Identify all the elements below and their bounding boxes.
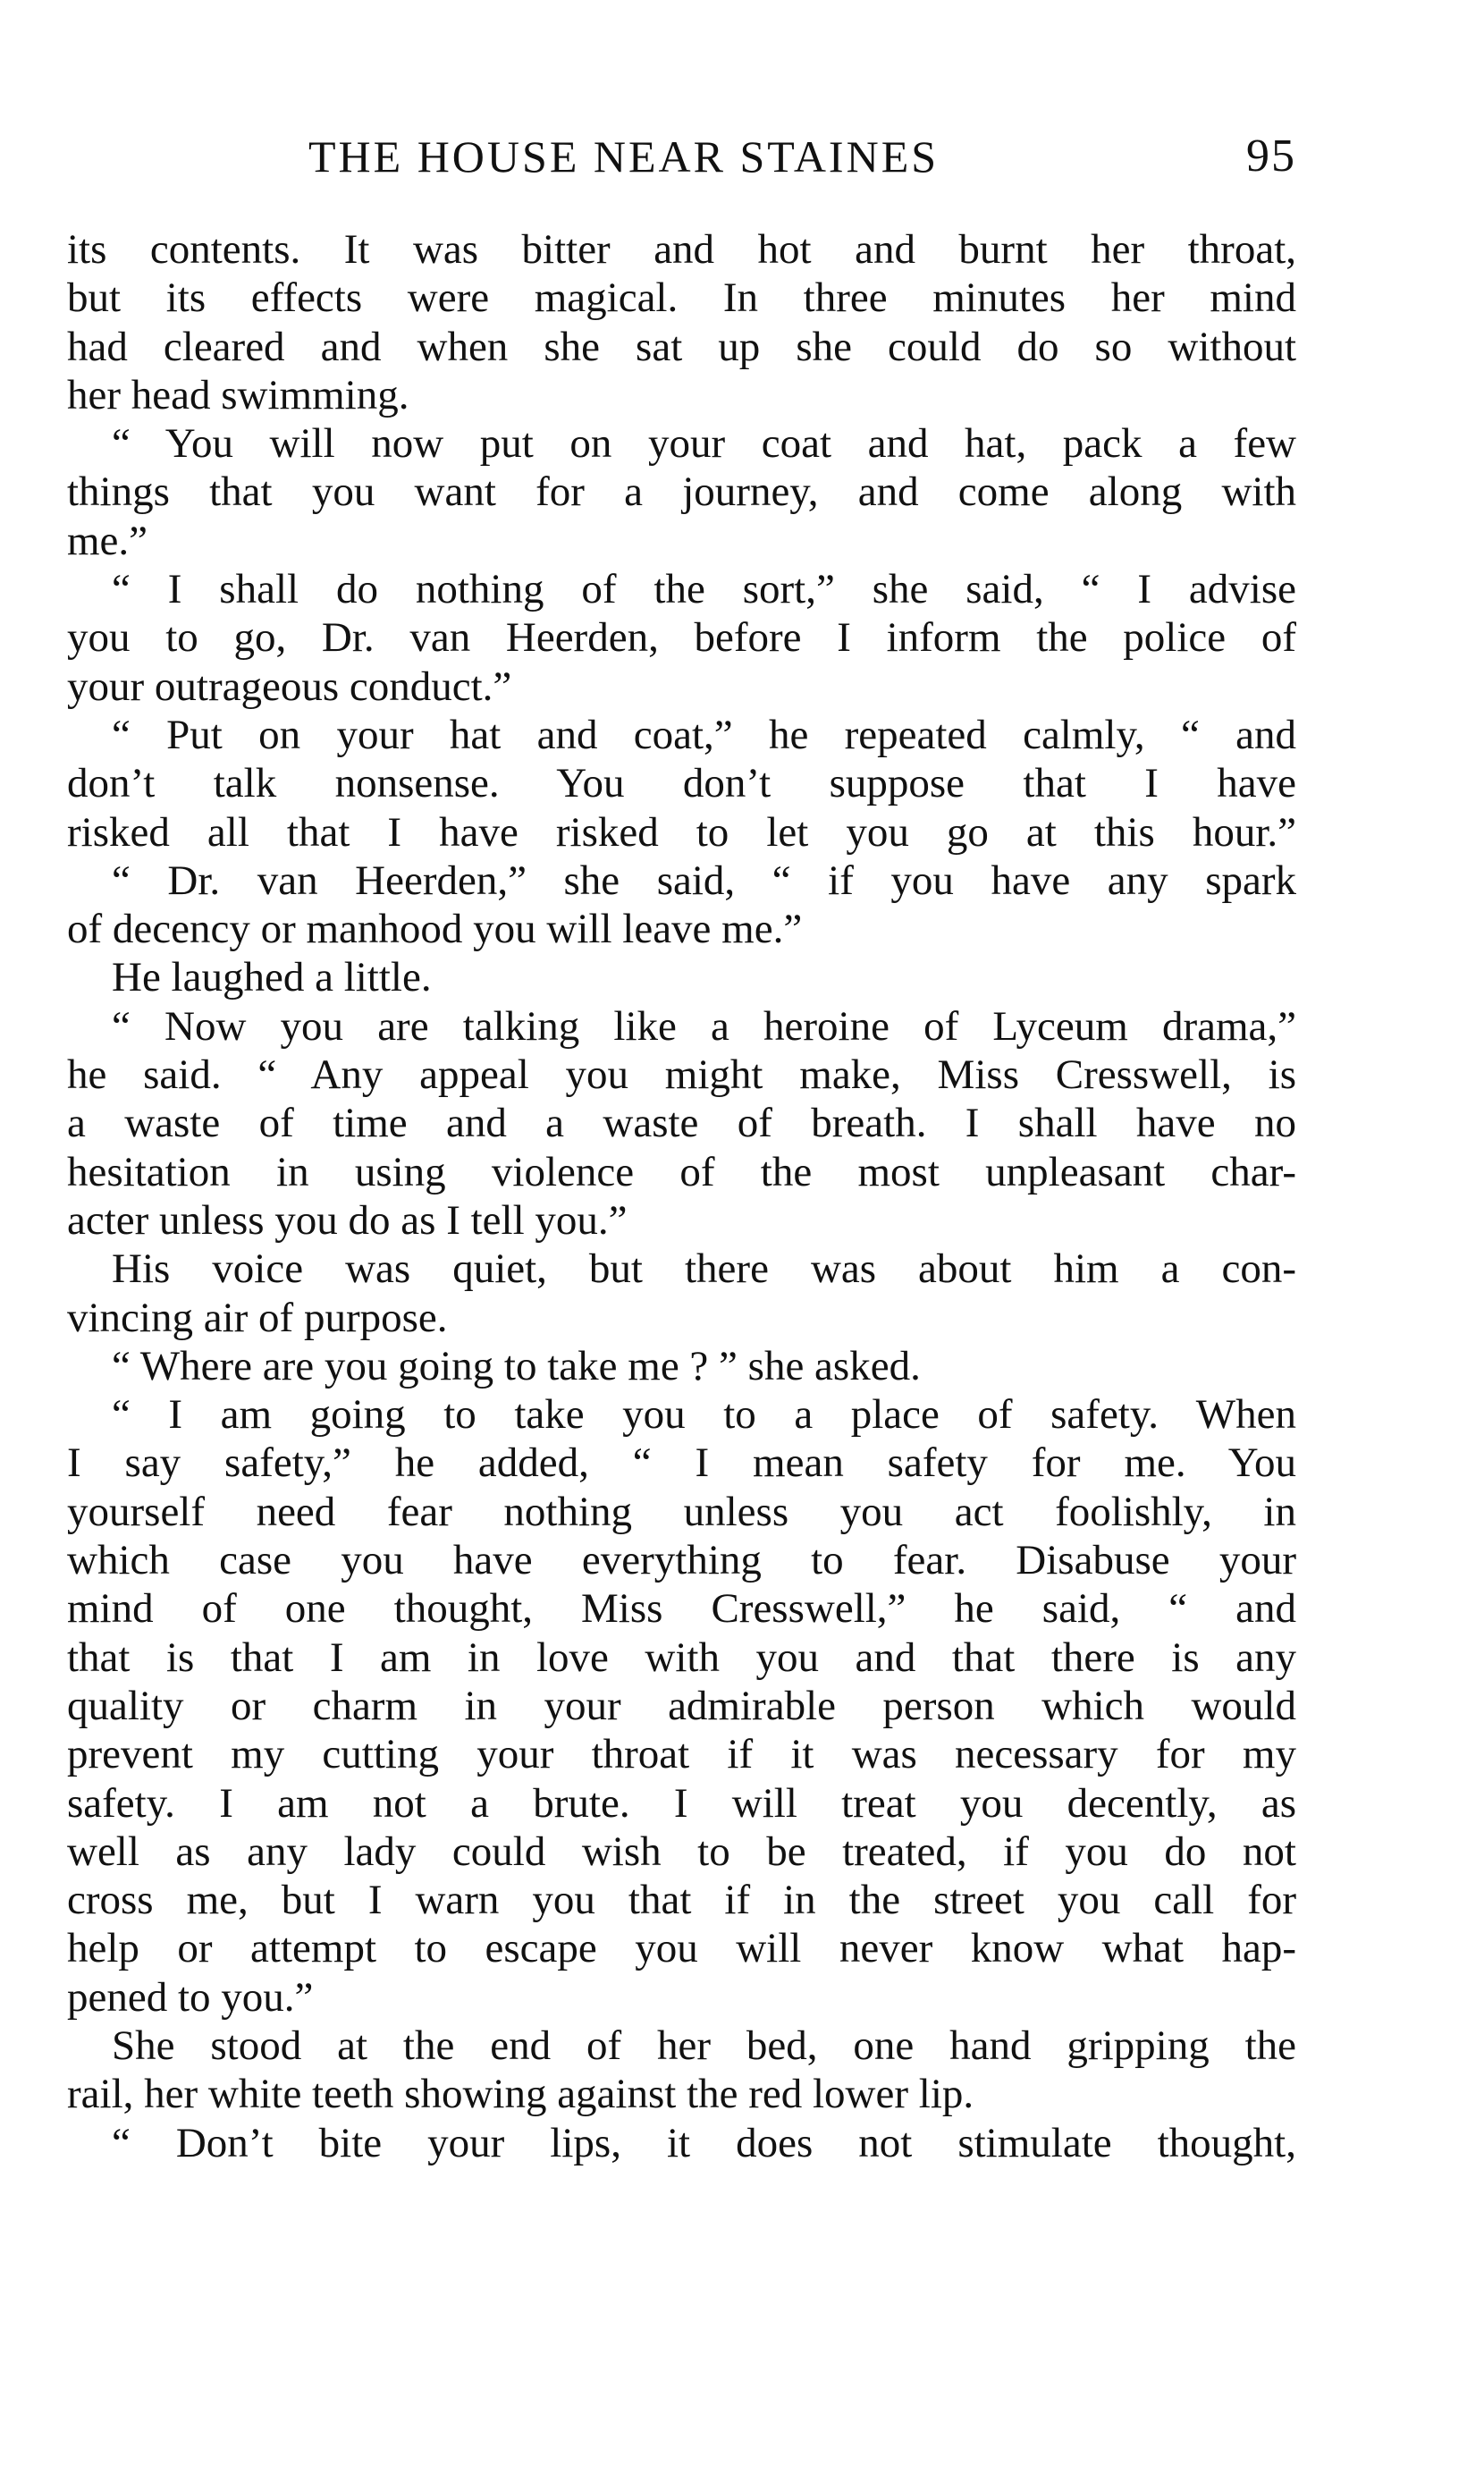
text-line: you to go, Dr. van Heerden, before I inform the police of xyxy=(67,614,1296,662)
text-line: things that you want for a journey, and come along with xyxy=(67,469,1296,516)
text-line: prevent my cutting your throat if it was necessary for my xyxy=(67,1731,1296,1778)
text-line: “ Put on your hat and coat,” he repeated calmly, “ and xyxy=(112,711,1296,758)
text-line: her head swimming. xyxy=(67,371,409,418)
text-line: mind of one thought, Miss Cresswell,” he said, “ and xyxy=(67,1585,1296,1633)
text-line: your outrageous conduct.” xyxy=(67,663,512,710)
text-line: rail, her white teeth showing against the red lower lip. xyxy=(67,2071,974,2118)
text-line: well as any lady could wish to be treated, if you do not xyxy=(67,1828,1296,1875)
text-line: had cleared and when she sat up she could do so without xyxy=(67,323,1296,370)
text-line: don’t talk nonsense. You don’t suppose that I have xyxy=(67,760,1296,807)
page-number: 95 xyxy=(1246,131,1296,182)
text-line: acter unless you do as I tell you.” xyxy=(67,1196,628,1244)
text-line: “ Dr. van Heerden,” she said, “ if you have any spark xyxy=(112,857,1296,904)
text-line: safety. I am not a brute. I will treat you decently, as xyxy=(67,1779,1296,1827)
text-line: His voice was quiet, but there was about him a con- xyxy=(112,1245,1296,1293)
text-line: but its effects were magical. In three minutes her mind xyxy=(67,274,1296,322)
text-line: which case you have everything to fear. Disabuse your xyxy=(67,1537,1296,1584)
text-line: I say safety,” he added, “ I mean safety for me. You xyxy=(67,1439,1296,1487)
running-title: THE HOUSE NEAR STAINES xyxy=(308,131,940,182)
text-line: quality or charm in your admirable person which would xyxy=(67,1682,1296,1729)
text-line: vincing air of purpose. xyxy=(67,1294,448,1341)
text-line: of decency or manhood you will leave me.” xyxy=(67,906,803,953)
text-line: that is that I am in love with you and that there is any xyxy=(67,1634,1296,1681)
text-line: a waste of time and a waste of breath. I shall have no xyxy=(67,1100,1296,1147)
text-line: “ Now you are talking like a heroine of Lyceum drama,” xyxy=(112,1002,1296,1050)
text-line: He laughed a little. xyxy=(112,954,432,1001)
text-line: yourself need fear nothing unless you act foolishly, in xyxy=(67,1488,1296,1535)
text-line: me.” xyxy=(67,517,148,564)
text-line: “ I am going to take you to a place of safety. When xyxy=(112,1391,1296,1439)
text-line: “ I shall do nothing of the sort,” she said, “ I advise xyxy=(112,566,1296,613)
text-line: help or attempt to escape you will never know what hap- xyxy=(67,1925,1296,1972)
body-text xyxy=(67,225,1296,2167)
text-line: She stood at the end of her bed, one hand gripping the xyxy=(112,2022,1296,2069)
text-line: pened to you.” xyxy=(67,1973,314,2021)
text-line: “ You will now put on your coat and hat, pack a few xyxy=(112,420,1296,468)
text-line: he said. “ Any appeal you might make, Miss Cresswell, is xyxy=(67,1051,1296,1099)
text-line: risked all that I have risked to let you go at this hour.” xyxy=(67,808,1296,856)
text-line: “ Don’t bite your lips, it does not stimulate thought, xyxy=(112,2119,1296,2166)
text-line: hesitation in using violence of the most unpleasant char- xyxy=(67,1148,1296,1195)
text-line: “ Where are you going to take me ? ” she asked. xyxy=(112,1342,921,1389)
running-head xyxy=(67,125,1296,188)
text-line: its contents. It was bitter and hot and burnt her throat, xyxy=(67,226,1296,273)
text-line: cross me, but I warn you that if in the street you call for xyxy=(67,1877,1296,1924)
